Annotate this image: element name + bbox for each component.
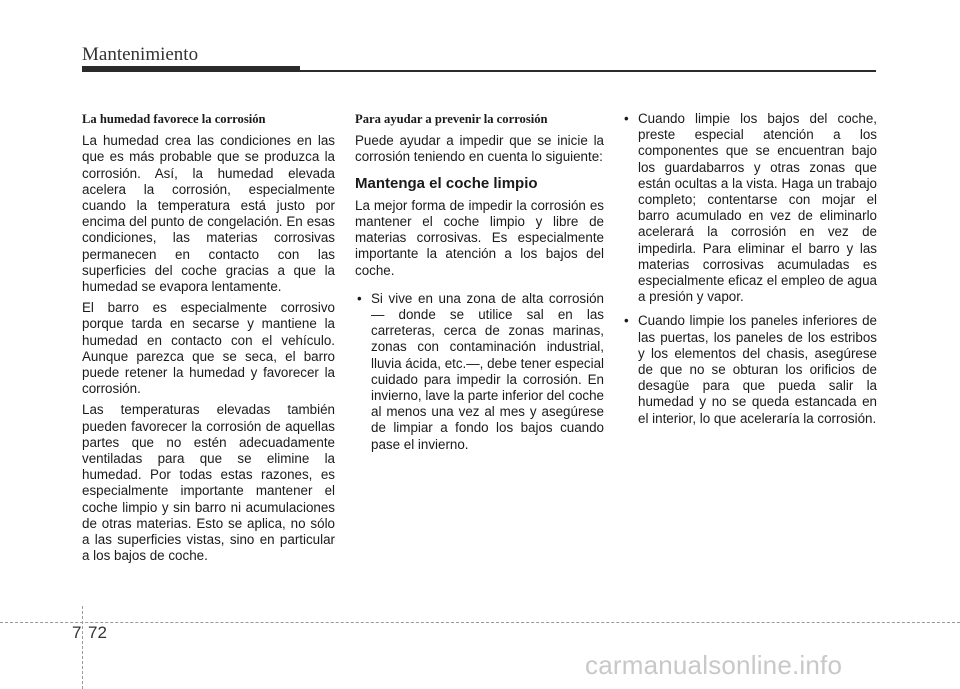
- footer-vertical-divider: [82, 606, 83, 689]
- paragraph: La mejor forma de impedir la corrosión es mantener el coche limpio y libre de materias corrosivas. Es especialmente importante la atención a los bajos del coche.: [355, 197, 604, 278]
- section-heading-keep-clean: Mantenga el coche limpio: [355, 174, 538, 192]
- header-rule-thin: [300, 70, 876, 72]
- paragraph: La humedad crea las condiciones en las que es más probable que se produzca la corrosión. Así, la humedad elevada acelera la corrosión, especialmente cuando la temperatura está justo por encima del punto de congelación. En esas condiciones, las materias corrosivas permanecen en contacto con las superficies del coche gracias a que la humedad se evapora lentamente.: [82, 133, 335, 295]
- paragraph: Puede ayudar a impedir que se inicie la corrosión teniendo en cuenta lo siguiente:: [355, 133, 604, 165]
- bullet-icon: •: [624, 111, 629, 126]
- page-header-title: Mantenimiento: [82, 44, 199, 65]
- subheading-humidity: La humedad favorece la corrosión: [82, 112, 266, 126]
- watermark: carmanualsonline.info: [585, 650, 843, 680]
- page-number: 72: [88, 623, 107, 642]
- bullet-icon: •: [357, 290, 362, 306]
- subheading-prevent-corrosion: Para ayudar a prevenir la corrosión: [355, 112, 548, 126]
- bullet-list: [355, 291, 604, 453]
- list-item-text: Si vive en una zona de alta corrosión — donde se utilice sal en las carreteras, cerca de zonas marinas, zonas con contaminación industrial, lluvia ácida, etc.—, debe tener especial cuidado para impedir la corrosión. En invierno, lave la parte inferior del coche al menos una vez al mes y asegúrese de limpiar a fondo los bajos cuando pase el invierno.: [371, 290, 604, 452]
- list-item-text: Cuando limpie los bajos del coche, preste especial atención a los componentes que se encuentran bajo los guardabarros y otras zonas que están ocultas a la vista. Haga un trabajo completo; contentarse con mojar el barro acumulado en vez de eliminarlo acelerará la corrosión en vez de impedirla. Para eliminar el barro y las materias corrosivas acumuladas es especialmente eficaz el empleo de agua a presión y vapor.: [638, 111, 877, 305]
- bullet-list: [622, 111, 877, 427]
- column-left: [82, 111, 335, 569]
- paragraph: Las temperaturas elevadas también pueden favorecer la corrosión de aquellas partes que no estén adecuadamente ventiladas para que se elimine la humedad. Por todas estas razones, es especialmente importante mantener el coche limpio y sin barro ni acumulaciones de otras materias. Esto se aplica, no sólo a las superficies vistas, sino en particular a los bajos de coche.: [82, 402, 335, 564]
- paragraph: El barro es especialmente corrosivo porque tarda en secarse y mantiene la humedad en contacto con el vehículo. Aunque parezca que se seca, el barro puede retener la humedad y favorecer la corrosión.: [82, 300, 335, 397]
- list-item: [355, 291, 604, 453]
- section-number: 7: [72, 623, 82, 642]
- column-right: [622, 111, 877, 435]
- list-item: [622, 313, 877, 426]
- list-item-text: Cuando limpie los paneles inferiores de las puertas, los paneles de los estribos y los elementos del chasis, asegúrese de que no se obturan los orificios de desagüe para que pueda salir la humedad y no se queda estancada en el interior, lo que aceleraría la corrosión.: [638, 313, 877, 426]
- bullet-icon: •: [624, 313, 629, 329]
- footer-divider: [0, 622, 960, 623]
- list-item: [622, 111, 877, 305]
- column-middle: [355, 111, 604, 461]
- header-rule-thick: [82, 66, 300, 72]
